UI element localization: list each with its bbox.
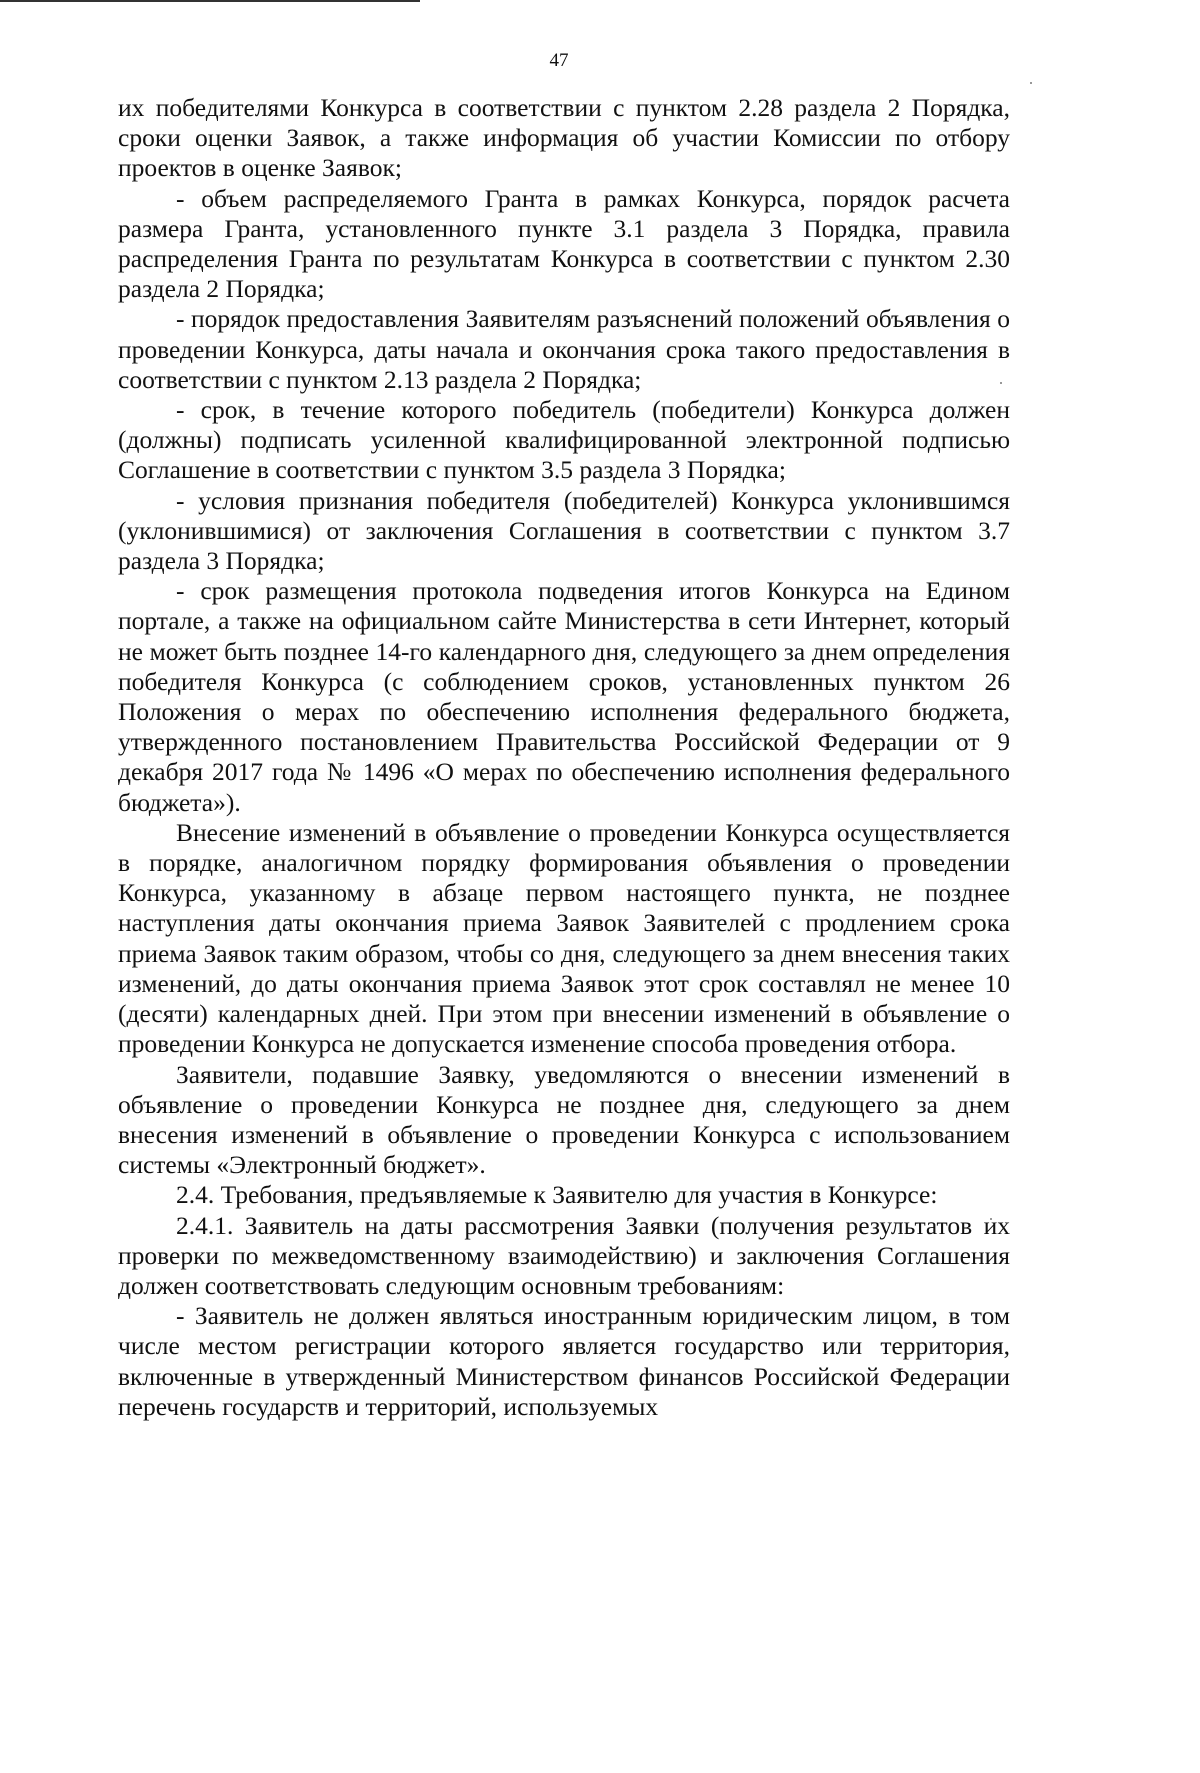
scan-top-edge-line — [0, 0, 420, 2]
paragraph-continuation: их победителями Конкурса в соответствии с пунктом 2.28 раздела 2 Порядка, сроки оценки Заявок, а также информация об участии Комиссии по отбору проектов в оценке Заявок; — [118, 93, 1010, 183]
paragraph-signing-deadline: - срок, в течение которого победитель (победители) Конкурса должен (должны) подписать усиленной квалифицированной электронной подписью Соглашение в соответствии с пунктом 3.5 раздела 3 Порядка; — [118, 395, 1010, 485]
document-body — [118, 93, 1010, 1422]
paragraph-announcement-changes: Внесение изменений в объявление о проведении Конкурса осуществляется в порядке, аналогичном порядку формирования объявления о проведении Конкурса, указанному в абзаце первом настоящего пункта, не позднее наступления даты окончания приема Заявок Заявителей с продлением срока приема Заявок таким образом, чтобы со дня, следующего за днем внесения таких изменений, до даты окончания приема Заявок этот срок составлял не менее 10 (десяти) календарных дней. При этом при внесении изменений в объявление о проведении Конкурса не допускается изменение способа проведения отбора. — [118, 817, 1010, 1059]
paragraph-evasion-conditions: - условия признания победителя (победителей) Конкурса уклонившимся (уклонившимися) от заключения Соглашения в соответствии с пунктом 3.7 раздела 3 Порядка; — [118, 485, 1010, 576]
paragraph-foreign-entity-requirement: - Заявитель не должен являться иностранным юридическим лицом, в том числе местом регистрации которого является государство или территория, включенные в утвержденный Министерством финансов Российской Федерации перечень государств и территорий, используемых — [118, 1301, 1010, 1421]
paragraph-protocol-deadline: - срок размещения протокола подведения итогов Конкурса на Едином портале, а также на официальном сайте Министерства в сети Интернет, который не может быть позднее 14-го календарного дня, следующего за днем определения победителя Конкурса (с соблюдением сроков, установленных пунктом 26 Положения о мерах по обеспечению исполнения федерального бюджета, утвержденного постановлением Правительства Российской Федерации от 9 декабря 2017 года № 1496 «О мерах по обеспечению исполнения федерального бюджета»). — [118, 576, 1010, 817]
paragraph-clarification-procedure: - порядок предоставления Заявителям разъяснений положений объявления о проведении Конкурса, даты начала и окончания срока такого предоставления в соответствии с пунктом 2.13 раздела 2 Порядка; — [118, 304, 1010, 394]
paragraph-section-2-4-1: 2.4.1. Заявитель на даты рассмотрения Заявки (получения результатов их проверки по межведомственному взаимодействию) и заключения Соглашения должен соответствовать следующим основным требованиям: — [118, 1210, 1010, 1300]
scan-speck — [1030, 82, 1032, 84]
paragraph-applicant-notification: Заявители, подавшие Заявку, уведомляются о внесении изменений в объявление о проведении Конкурса не позднее дня, следующего за днем внесения изменений в объявление о проведении Конкурса с использованием системы «Электронный бюджет». — [118, 1059, 1010, 1180]
paragraph-section-2-4-heading: 2.4. Требования, предъявляемые к Заявителю для участия в Конкурсе: — [176, 1180, 938, 1210]
paragraph-grant-volume: - объем распределяемого Гранта в рамках Конкурса, порядок расчета размера Гранта, установленного пункте 3.1 раздела 3 Порядка, правила распределения Гранта по результатам Конкурса в соответствии с пунктом 2.30 раздела 2 Порядка; — [118, 183, 1010, 304]
page-number: 47 — [549, 50, 569, 71]
